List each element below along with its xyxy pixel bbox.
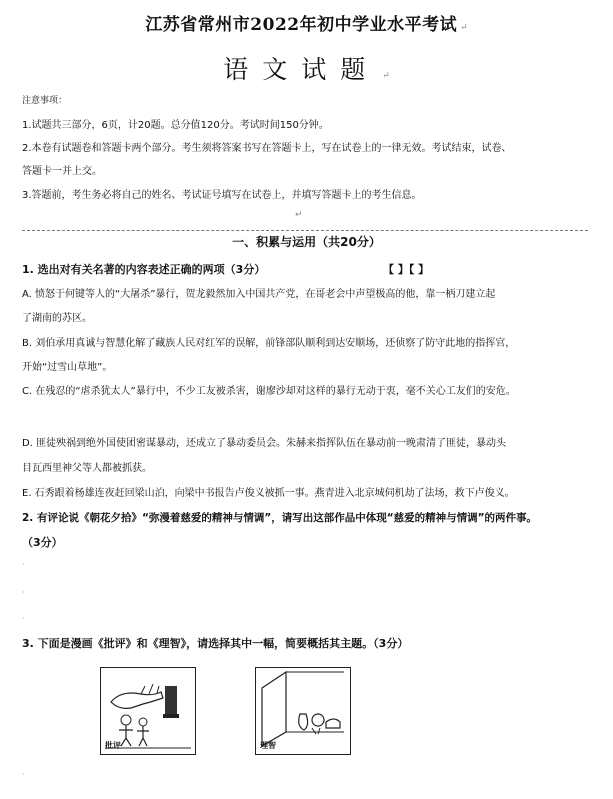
question-3-stem: 3. 下面是漫画《批评》和《理智》，请选择其中一幅，简要概括其主题。（3分） xyxy=(22,637,409,650)
section-1-title: 一、积累与运用（共20分） xyxy=(232,235,381,249)
cartoon-reason xyxy=(255,667,351,755)
q1-option-a-cont: 了湖南的苏区。 xyxy=(22,313,92,324)
answer-line-mark: · xyxy=(22,560,25,569)
answer-line-mark: · xyxy=(22,770,25,779)
notice-item-3: 3.答题前，考生务必将自己的姓名、考试证号填写在试卷上，并填写答题卡上的考生信息。 xyxy=(22,190,422,201)
q1-option-d-cont: 目瓦西里神父等人都被抓获。 xyxy=(22,463,152,474)
q1-option-c: C. 在残忍的“虐杀犹太人”暴行中，不少工友被杀害，谢廖沙却对这样的暴行无动于衷，毫不关心工友们的安危。 xyxy=(22,386,516,397)
answer-line-mark: · xyxy=(22,614,25,623)
section-divider xyxy=(22,230,588,231)
exam-title xyxy=(0,10,613,35)
caption-criticism: 批评 xyxy=(105,741,121,750)
question-2-stem: 2. 有评论说《朝花夕拾》“弥漫着慈爱的精神与情调”，请写出这部作品中体现“慈爱的精神与情调”的两件事。 xyxy=(22,512,538,524)
q1-option-b: B. 刘伯承用真诚与智慧化解了藏族人民对红军的误解，前锋部队顺利到达安顺场，还侦察了防守此地的指挥官， xyxy=(22,338,516,349)
q1-option-d: D. 匪徒殃祸到绝外国使团密谋暴动，还成立了暴动委员会。朱赫来指挥队伍在暴动前一晚肃清了匪徒，暴动头 xyxy=(22,438,507,449)
notice-item-2: 2.本卷有试题卷和答题卡两个部分。考生须将答案书写在答题卡上，写在试卷上的一律无效。考试结束，试卷、 xyxy=(22,143,512,154)
exam-title-text: 江苏省常州市2022年初中学业水平考试 xyxy=(145,15,458,35)
q1-option-e: E. 石秀跟着杨雄连夜赶回梁山泊，向梁中书报告卢俊义被抓一事。燕青进入北京城伺机劫了法场，救下卢俊义。 xyxy=(22,488,515,499)
q1-option-a: A. 愤怒于何键等人的“大屠杀”暴行，贺龙毅然加入中国共产党，在哥老会中声望极高的他，靠一柄刀建立起 xyxy=(22,289,496,300)
notice-item-1: 1.试题共三部分，6页，计20题。总分值120分。考试时间150分钟。 xyxy=(22,120,329,131)
exam-subtitle xyxy=(0,50,613,86)
notice-item-2-cont: 答题卡一并上交。 xyxy=(22,166,102,177)
question-1-answer-blanks: 【 】【 】 xyxy=(383,263,430,276)
q1-option-b-cont: 开始“过雪山草地”。 xyxy=(22,362,113,373)
cartoon-criticism xyxy=(100,667,196,755)
return-mark-icon: ↵ xyxy=(460,23,468,33)
return-mark-icon: ↵ xyxy=(295,210,303,220)
caption-reason: 理智 xyxy=(260,741,276,750)
exam-subtitle-text: 语文试题 xyxy=(223,55,380,84)
return-mark-icon: ↵ xyxy=(382,71,390,81)
notice-label: 注意事项： xyxy=(22,96,68,106)
answer-line-mark: · xyxy=(22,588,25,597)
question-2-points: （3分） xyxy=(22,536,63,549)
question-1-stem: 1. 选出对有关名著的内容表述正确的两项（3分） xyxy=(22,263,266,276)
